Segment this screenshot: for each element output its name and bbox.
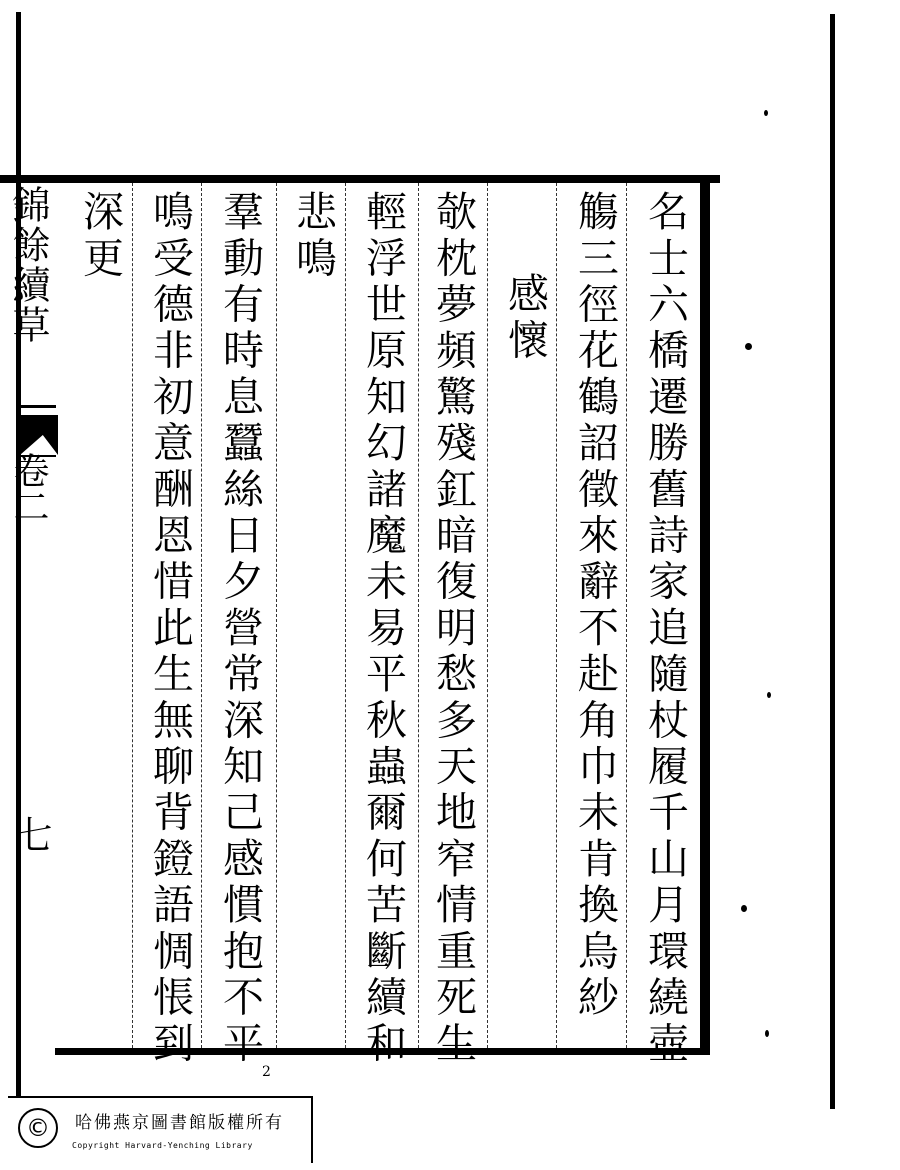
copyright-chinese: 哈佛燕京圖書館版權所有 [75,1113,284,1133]
text-column-5: 輕浮世原知幻諸魔未易平秋蟲爾何苦斷續和 [359,190,407,1068]
bottom-mark: 2 [262,1064,271,1080]
text-column-8: 鳴受德非初意酬恩惜此生無聊背鐙語惆悵到 [146,190,194,1068]
copyright-english: Copyright Harvard-Yenching Library [72,1141,253,1150]
column-rule [556,183,558,1048]
copyright-icon: © [18,1108,58,1148]
text-column-1: 名士六橋遷勝舊詩家追隨杖履千山月環繞壺 [641,190,689,1068]
poem-title: 感懷 [501,272,549,365]
text-column-2: 觴三徑花鶴詔徵來辭不赴角巾未肯換烏紗 [571,190,619,1022]
volume-number: 卷二 [8,452,49,524]
scan-speck [767,692,771,698]
text-column-7: 羣動有時息蠶絲日夕營常深知己感慣抱不平 [216,190,264,1068]
book-title: 錦餘續草 [6,185,50,345]
column-rule [626,183,628,1048]
fishtail-rule [20,405,56,408]
column-rule [487,183,489,1048]
column-rule [418,183,420,1048]
scan-speck [765,1030,769,1037]
column-rule [132,183,134,1048]
scan-speck [741,905,747,912]
fishtail-mark [20,415,58,455]
right-page-rule [830,14,835,1109]
scan-speck [764,110,768,116]
column-rule [276,183,278,1048]
text-column-9: 深更 [76,190,124,283]
column-rule [345,183,347,1048]
column-rule [201,183,203,1048]
text-column-6: 悲鳴 [289,190,337,283]
scan-speck [745,343,752,350]
page-number: 七 [8,815,52,853]
text-column-4: 欹枕夢頻驚殘釭暗復明愁多天地窄情重死生 [429,190,477,1068]
